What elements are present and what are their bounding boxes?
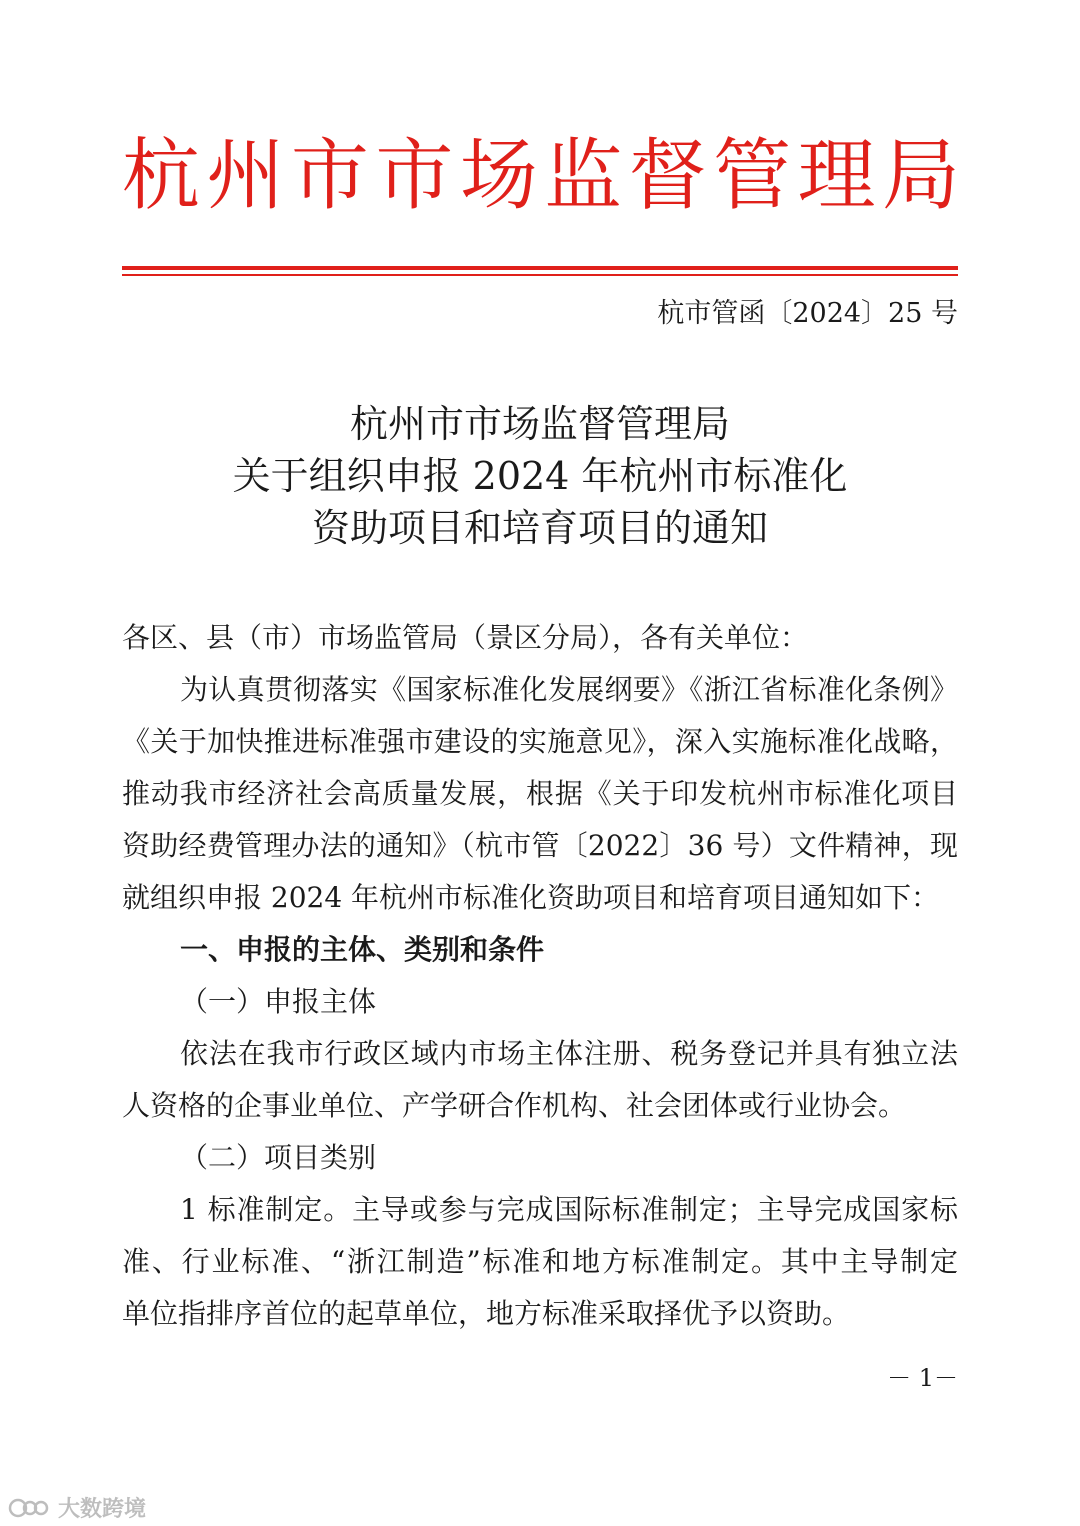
paragraph-line: 人资格的企事业单位、产学研合作机构、社会团体或行业协会。 <box>122 1089 907 1122</box>
title-line: 资助项目和培育项目的通知 <box>311 506 768 550</box>
document-number: 杭市管函〔2024〕25 号 <box>657 298 958 329</box>
watermark-text: 大数跨境 <box>58 1497 147 1522</box>
item-line: 单位指排序首位的起草单位，地方标准采取择优予以资助。 <box>122 1297 851 1330</box>
salutation: 各区、县（市）市场监管局（景区分局），各有关单位： <box>122 621 809 654</box>
intro-line: 为认真贯彻落实《国家标准化发展纲要》《浙江省标准化条例》 <box>180 673 958 706</box>
section-heading: 一、申报的主体、类别和条件 <box>180 933 545 966</box>
page-number: － 1－ <box>887 1364 958 1392</box>
title-line: 杭州市市场监督管理局 <box>349 402 730 446</box>
masthead-rule-thick <box>122 266 958 270</box>
subsection-heading: （二）项目类别 <box>180 1141 377 1174</box>
masthead-rule-thin <box>122 274 958 276</box>
masthead-title: 杭州市市场监督管理局 <box>122 131 960 221</box>
intro-line: 就组织申报 2024 年杭州市标准化资助项目和培育项目通知如下： <box>122 881 940 914</box>
title-line: 关于组织申报 2024 年杭州市标准化 <box>232 454 848 498</box>
intro-line: 推动我市经济社会高质量发展，根据《关于印发杭州市标准化项目 <box>122 777 958 810</box>
document-title <box>122 398 958 554</box>
item-line: 1 标准制定。主导或参与完成国际标准制定；主导完成国家标 <box>180 1193 958 1226</box>
watermark-logo-icon <box>8 1496 52 1520</box>
subsection-heading: （一）申报主体 <box>180 985 377 1018</box>
watermark <box>8 1492 146 1523</box>
paragraph-line: 依法在我市行政区域内市场主体注册、税务登记并具有独立法 <box>180 1037 958 1070</box>
document-body <box>122 612 958 1340</box>
intro-line: 资助经费管理办法的通知》（杭市管〔2022〕36 号）文件精神，现 <box>122 829 958 862</box>
intro-line: 《关于加快推进标准强市建设的实施意见》，深入实施标准化战略， <box>122 725 958 758</box>
item-line: 准、行业标准、“浙江制造”标准和地方标准制定。其中主导制定 <box>122 1245 958 1278</box>
